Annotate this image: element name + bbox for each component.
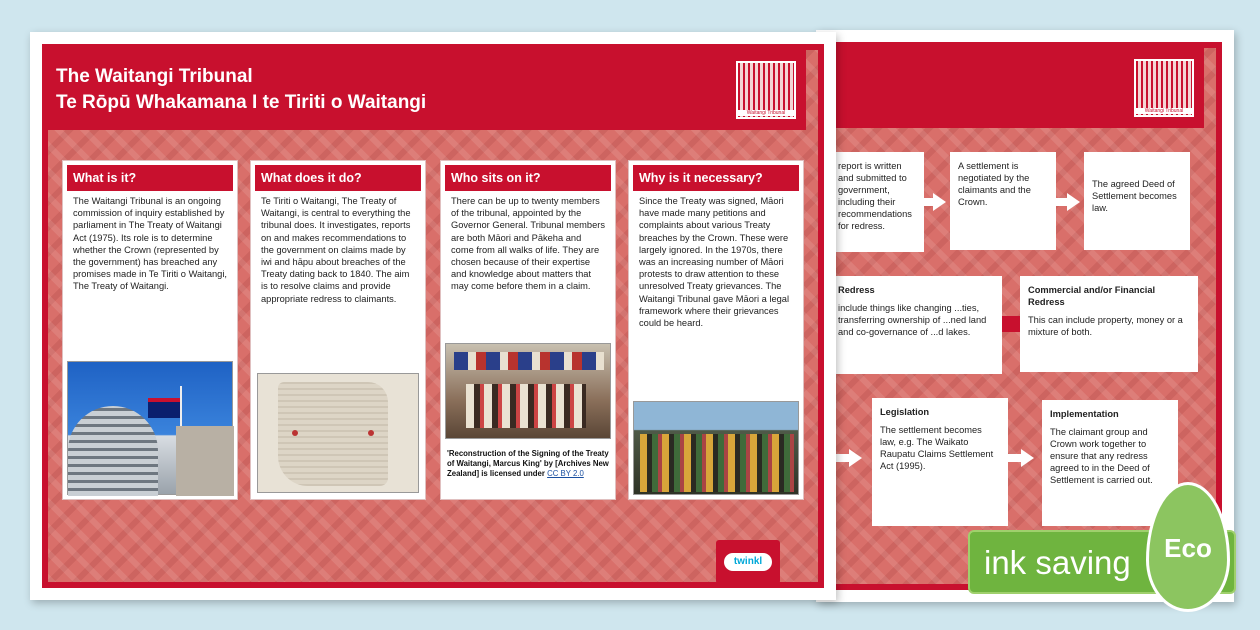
- card-who-sits-on-it: [440, 160, 616, 500]
- arrow-right-icon: [849, 449, 862, 467]
- card-heading: Who sits on it?: [445, 165, 611, 191]
- flow-box-redress: Redress include things like changing ...ties, transferring ownership of ...ned land and co-governance of ...d lakes.: [830, 276, 1002, 374]
- card-text: Te Tiriti o Waitangi, The Treaty of Waitangi, is central to everything the tribunal does. It investigates, reports on and makes recommendations to the government on claims made by iwi and hāpu about breaches of the Treaty dating back to 1840. The aim is to resolve claims and provide appropriate redress to claimants.: [261, 196, 411, 304]
- flow-box-commercial: Commercial and/or Financial Redress This can include property, money or a mixture of both.: [1020, 276, 1198, 372]
- card-text: Since the Treaty was signed, Māori have made many petitions and complaints about various Treaty breaches by the Crown. These were largely ignored. In the 1970s, there was an increasing number of Māori protests to draw attention to these unresolved Treaty grievances. The Waitangi Tribunal gave Māori a legal framework where their grievances could be heard.: [639, 196, 790, 329]
- arrow-right-icon: [1067, 193, 1080, 211]
- protest-photo: [633, 401, 799, 495]
- arrow-right-icon: [1021, 449, 1034, 467]
- flow-box-legislation: Legislation The settlement becomes law, e.g. The Waikato Raupatu Claims Settlement Act (1995).: [872, 398, 1008, 526]
- card-text: There can be up to twenty members of the tribunal, appointed by the Governor General. Tribunal members are both Māori and Pākeha and come from all walks of life. They are chosen because of their expertise and knowledge about matters that may come before them in a claim.: [451, 196, 605, 292]
- flow-box-implementation: Implementation The claimant group and Crown work together to ensure that any redress agreed to in the Deed of Settlement is carried out.: [1042, 400, 1178, 526]
- eco-label: Eco: [1164, 533, 1212, 563]
- treaty-signing-painting: [445, 343, 611, 439]
- card-what-does-it-do: [250, 160, 426, 500]
- flow-box-negotiation: A settlement is negotiated by the claimants and the Crown.: [950, 152, 1056, 250]
- back-banner: [834, 48, 1204, 128]
- flow-box-deed: The agreed Deed of Settlement becomes law.: [1084, 152, 1190, 250]
- card-why-is-it-necessary: [628, 160, 804, 500]
- front-sheet: [30, 32, 836, 600]
- page-subtitle: Te Rōpū Whakamana I te Tiriti o Waitangi: [56, 92, 427, 113]
- page-title: The Waitangi Tribunal: [56, 66, 253, 87]
- license-link[interactable]: CC BY 2.0: [547, 469, 584, 478]
- card-what-is-it: [62, 160, 238, 500]
- flow-box-report: report is written and submitted to government, including their recommendations for redress.: [830, 152, 924, 252]
- card-heading: Why is it necessary?: [633, 165, 799, 191]
- front-banner: [48, 50, 806, 130]
- card-heading: What is it?: [67, 165, 233, 191]
- twinkl-logo-icon: twinkl: [716, 540, 780, 584]
- tribunal-logo-icon: Waitangi Tribunal: [736, 61, 796, 119]
- tribunal-logo-icon: Waitangi Tribunal: [1134, 59, 1194, 117]
- beehive-photo: [67, 361, 233, 495]
- card-heading: What does it do?: [255, 165, 421, 191]
- card-text: The Waitangi Tribunal is an ongoing commission of inquiry established by parliament in The Treaty of Waitangi Act (1975). Its role is to determine whether the Crown (represented by the government) has breached any promises made in Te Tiriti o Waitangi, The Treaty of Waitangi.: [73, 196, 227, 292]
- treaty-document-photo: [257, 373, 419, 493]
- arrow-right-icon: [933, 193, 946, 211]
- ink-saving-label: ink saving: [984, 544, 1131, 581]
- image-caption: 'Reconstruction of the Signing of the Treaty of Waitangi, Marcus King' by [Archives New Zealand] is licensed under CC BY 2.0: [447, 449, 609, 478]
